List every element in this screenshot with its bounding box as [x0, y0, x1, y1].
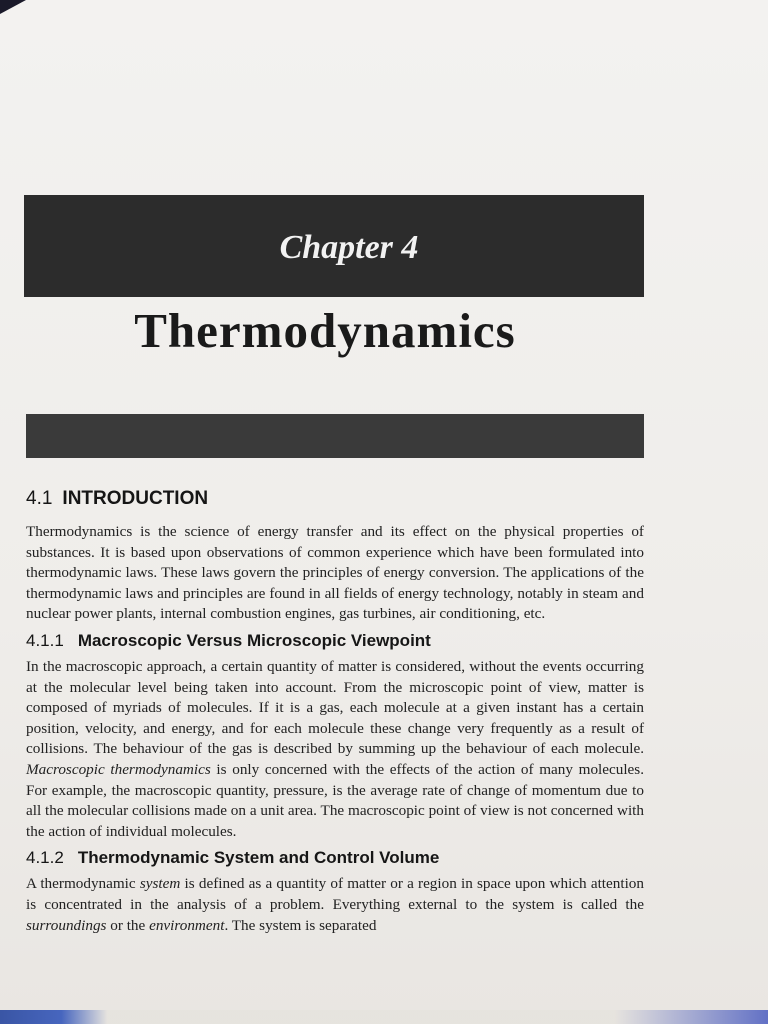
page-corner-shadow: [0, 0, 26, 14]
emphasis-text: system: [139, 875, 181, 893]
subsection-paragraph: [26, 657, 644, 842]
emphasis-text: environment: [149, 916, 225, 934]
emphasis-text: Macroscopic thermodynamics: [26, 760, 211, 778]
chapter-banner: [24, 195, 644, 297]
section-heading: [26, 488, 644, 510]
subsection-number: 4.1.2: [26, 848, 64, 868]
paragraph-text: is only concerned with the effects of the action of many molecules. For example, the macroscopic quantity, pressure, is the average rate of change of momentum due to all the molecular collisions made on a unit area. The macroscopic point of view is not concerned with the action of individual molecules.: [26, 760, 644, 840]
subsection-title: Macroscopic Versus Microscopic Viewpoint: [77, 630, 431, 650]
section-number: 4.1: [26, 488, 53, 509]
subsection-heading: [26, 848, 644, 868]
subsection-heading: [26, 631, 644, 651]
page-bottom-edge: [0, 1010, 768, 1024]
section-title: INTRODUCTION: [62, 488, 209, 509]
paragraph-text: In the macroscopic approach, a certain quantity of matter is considered, without the events occurring at the molecular level being taken into account. From the microscopic point of view, matter is composed of myriads of molecules. If it is a gas, each molecule at a given instant has a certain position, velocity, and energy, and for each molecule these change very frequently as a result of collisions. The behaviour of the gas is described by summing up the behaviour of each molecule.: [26, 657, 644, 758]
decorative-rule-band: [26, 414, 644, 458]
chapter-title: Thermodynamics: [134, 303, 516, 358]
paragraph-text: or the: [106, 916, 150, 934]
paragraph-text: A thermodynamic: [26, 875, 140, 893]
paragraph-text: . The system is separated: [224, 916, 377, 934]
page-content: [26, 488, 644, 936]
subsection-number: 4.1.1: [26, 630, 64, 650]
subsection-paragraph: [26, 874, 644, 936]
subsection-title: Thermodynamic System and Control Volume: [77, 848, 440, 868]
paragraph-text: is defined as a quantity of matter or a region in space upon which attention is concentrated in the analysis of a problem. Everything external to the system is called the: [26, 875, 644, 913]
emphasis-text: surroundings: [26, 916, 107, 934]
section-paragraph: Thermodynamics is the science of energy transfer and its effect on the physical properties of substances. It is based upon observations of common experience which have been formulated into thermodynamic laws. These laws govern the principles of energy conversion. The applications of the thermodynamic laws and principles are found in all fields of energy technology, notably in steam and nuclear power plants, internal combustion engines, gas turbines, air conditioning, etc.: [26, 523, 644, 623]
chapter-label: Chapter 4: [279, 229, 419, 266]
